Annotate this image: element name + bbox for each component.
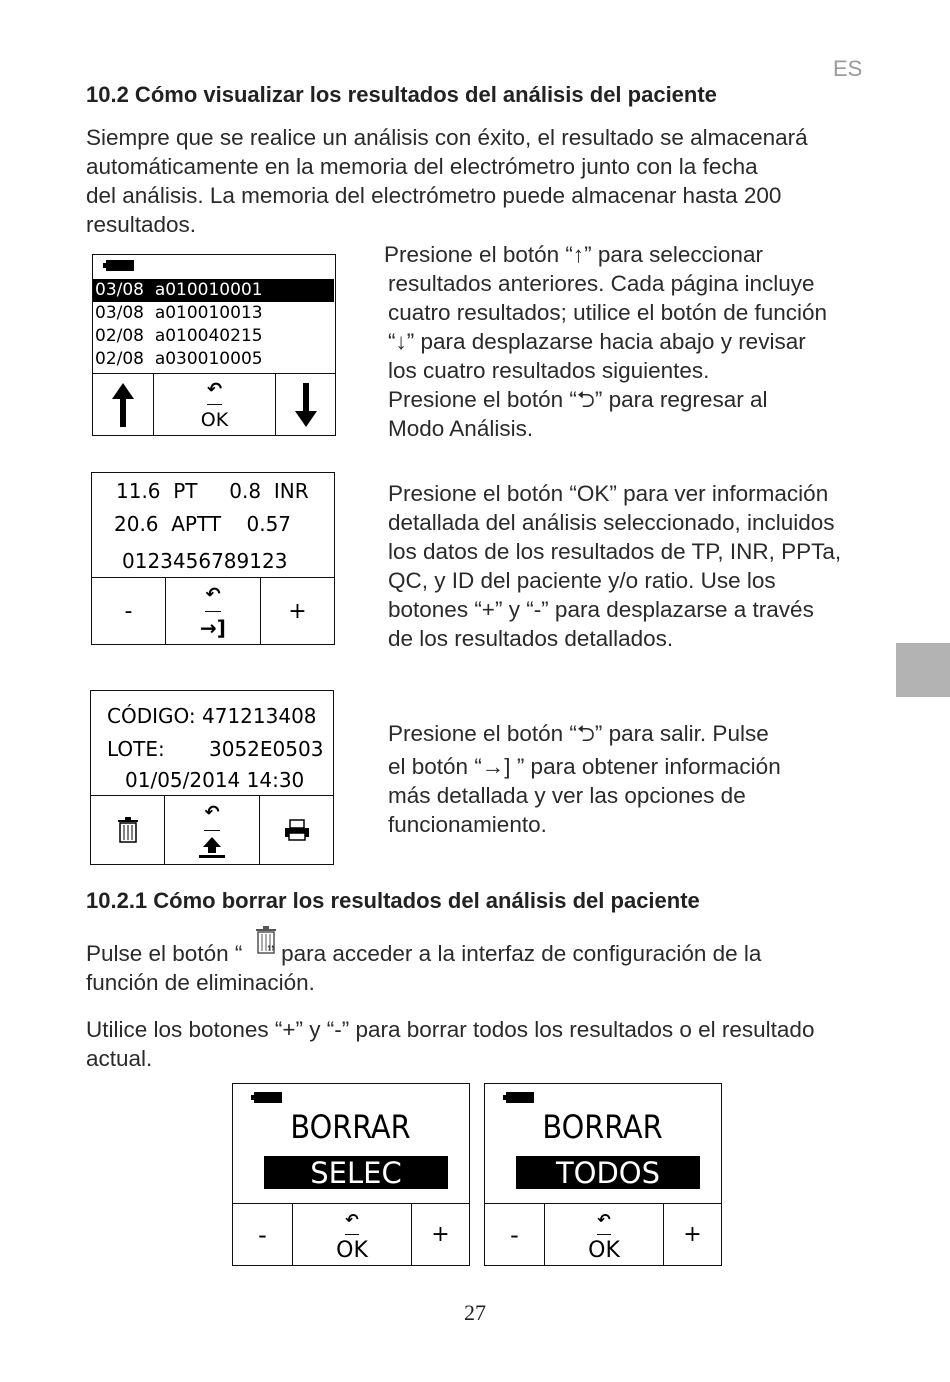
minus-button[interactable]: - xyxy=(485,1204,545,1265)
center-button-group xyxy=(166,578,261,644)
screen-button-bar xyxy=(91,795,333,864)
test-info-screen xyxy=(90,690,334,865)
back-button[interactable] xyxy=(207,374,222,405)
ok-button[interactable]: OK xyxy=(336,1237,368,1263)
lot-value: 3052E0503 xyxy=(209,737,324,761)
intro-paragraph xyxy=(86,123,808,239)
battery-icon xyxy=(506,1092,534,1103)
center-button-group xyxy=(165,796,260,864)
trash-icon xyxy=(117,817,139,843)
back-button[interactable] xyxy=(345,1204,358,1235)
lot-label: LOTE: xyxy=(107,737,165,761)
block2-text xyxy=(388,479,841,653)
text-line: botones “+” y “-” para desplazarse a través xyxy=(388,597,814,622)
list-item: 02/08 a030010005 xyxy=(95,349,263,369)
enter-arrow-icon: →] xyxy=(200,615,226,640)
screen-button-bar xyxy=(485,1203,721,1265)
subsection-title: 10.2.1 Cómo borrar los resultados del análisis del paciente xyxy=(86,888,700,913)
intro-line: del análisis. La memoria del electrómetro puede almacenar hasta 200 xyxy=(86,183,782,208)
results-list-screen xyxy=(92,254,336,436)
back-button[interactable] xyxy=(204,796,219,831)
center-button-group xyxy=(545,1204,664,1265)
code-line: CÓDIGO: 471213408 xyxy=(107,704,317,728)
patient-id: 0123456789123 xyxy=(122,549,288,573)
language-tag: ES xyxy=(833,56,863,81)
list-item: 02/08 a010040215 xyxy=(95,326,263,346)
delete-select-screen xyxy=(232,1083,470,1266)
text-line: función de eliminación. xyxy=(86,970,315,995)
ok-button[interactable]: OK xyxy=(588,1237,620,1263)
screen-button-bar xyxy=(92,577,334,644)
delete-paragraph-2 xyxy=(86,1015,814,1073)
battery-icon xyxy=(254,1092,282,1103)
print-button[interactable] xyxy=(260,796,333,864)
printer-icon xyxy=(284,819,310,841)
delete-option-selected[interactable]: TODOS xyxy=(516,1156,700,1189)
plus-button[interactable]: + xyxy=(431,1222,450,1247)
ok-button[interactable]: OK xyxy=(200,409,229,431)
text-line: actual. xyxy=(86,1046,153,1071)
upload-icon xyxy=(197,835,227,859)
block1-text xyxy=(384,240,827,443)
results-list xyxy=(93,279,334,371)
block3-text xyxy=(388,719,781,839)
intro-line: automáticamente en la memoria del electrómetro junto con la fecha xyxy=(86,154,758,179)
text-line: más detallada y ver las opciones de xyxy=(388,783,746,808)
back-arrow-icon: ↶ xyxy=(345,1209,359,1229)
trash-icon xyxy=(255,926,277,954)
text-line: los cuatro resultados siguientes. xyxy=(388,358,710,383)
text-line: el botón “→] ” para obtener información xyxy=(388,754,781,779)
back-button[interactable] xyxy=(597,1204,610,1235)
delete-title: BORRAR xyxy=(542,1108,663,1146)
center-button-group xyxy=(154,374,276,435)
battery-icon xyxy=(106,260,134,271)
list-item: 03/08 a010010013 xyxy=(95,303,263,323)
back-arrow-icon: ↶ xyxy=(206,378,223,400)
text-line: detallada del análisis seleccionado, incluidos xyxy=(388,510,835,535)
up-arrow-icon xyxy=(112,383,134,427)
text-line: Presione el botón “OK” para ver información xyxy=(388,481,829,506)
text-line: Presione el botón “↑” para seleccionar xyxy=(384,242,763,267)
screen-button-bar xyxy=(93,373,335,435)
back-arrow-icon: ↶ xyxy=(205,583,221,605)
text-line: resultados anteriores. Cada página incluye xyxy=(388,271,815,296)
text-line: Modo Análisis. xyxy=(388,416,534,441)
enter-button[interactable] xyxy=(200,612,226,645)
back-arrow-icon: ↶ xyxy=(204,802,220,824)
up-arrow-button[interactable] xyxy=(93,374,154,435)
plus-button[interactable]: + xyxy=(683,1222,702,1247)
down-arrow-icon xyxy=(295,383,317,427)
delete-all-screen xyxy=(484,1083,722,1266)
section-title: 10.2 Cómo visualizar los resultados del análisis del paciente xyxy=(86,82,717,107)
text-line: de los resultados detallados. xyxy=(388,626,674,651)
text-line: los datos de los resultados de TP, INR, PPTa, xyxy=(388,539,842,564)
text-line: “↓” para desplazarse hacia abajo y revisar xyxy=(388,329,806,354)
intro-line: resultados. xyxy=(86,212,197,237)
delete-button[interactable] xyxy=(91,796,165,864)
text-line: Presione el botón “⮌” para regresar al xyxy=(388,387,768,412)
back-button[interactable] xyxy=(205,578,220,612)
intro-line: Siempre que se realice un análisis con éxito, el resultado se almacenará xyxy=(86,125,808,150)
text-line: cuatro resultados; utilice el botón de función xyxy=(388,300,828,325)
back-arrow-icon: ↶ xyxy=(597,1209,611,1229)
minus-button[interactable]: - xyxy=(233,1204,293,1265)
delete-option-selected[interactable]: SELEC xyxy=(264,1156,448,1189)
text-line: Pulse el botón “ ” para acceder a la interfaz de configuración de la xyxy=(86,941,762,966)
result-detail-screen xyxy=(91,472,335,645)
upload-button[interactable] xyxy=(197,831,227,865)
delete-paragraph-1 xyxy=(86,939,761,997)
center-button-group xyxy=(293,1204,412,1265)
down-arrow-button[interactable] xyxy=(276,374,335,435)
test-datetime: 01/05/2014 14:30 xyxy=(125,768,305,792)
text-line: funcionamiento. xyxy=(388,812,547,837)
text-line: Utilice los botones “+” y “-” para borrar todos los resultados o el resultado xyxy=(86,1017,815,1042)
side-tab-marker xyxy=(896,643,950,697)
delete-title: BORRAR xyxy=(290,1108,411,1146)
screen-button-bar xyxy=(233,1203,469,1265)
text-line: Presione el botón “⮌” para salir. Pulse xyxy=(388,721,769,746)
detail-line-aptt: 20.6 APTT 0.57 xyxy=(114,512,292,536)
text-line: QC, y ID del paciente y/o ratio. Use los xyxy=(388,568,776,593)
plus-button[interactable]: + xyxy=(288,598,307,624)
minus-button[interactable]: - xyxy=(92,578,166,644)
page-number: 27 xyxy=(464,1300,486,1325)
list-item: 03/08 a010010001 xyxy=(93,279,334,302)
detail-line-pt-inr: 11.6 PT 0.8 INR xyxy=(116,479,309,503)
